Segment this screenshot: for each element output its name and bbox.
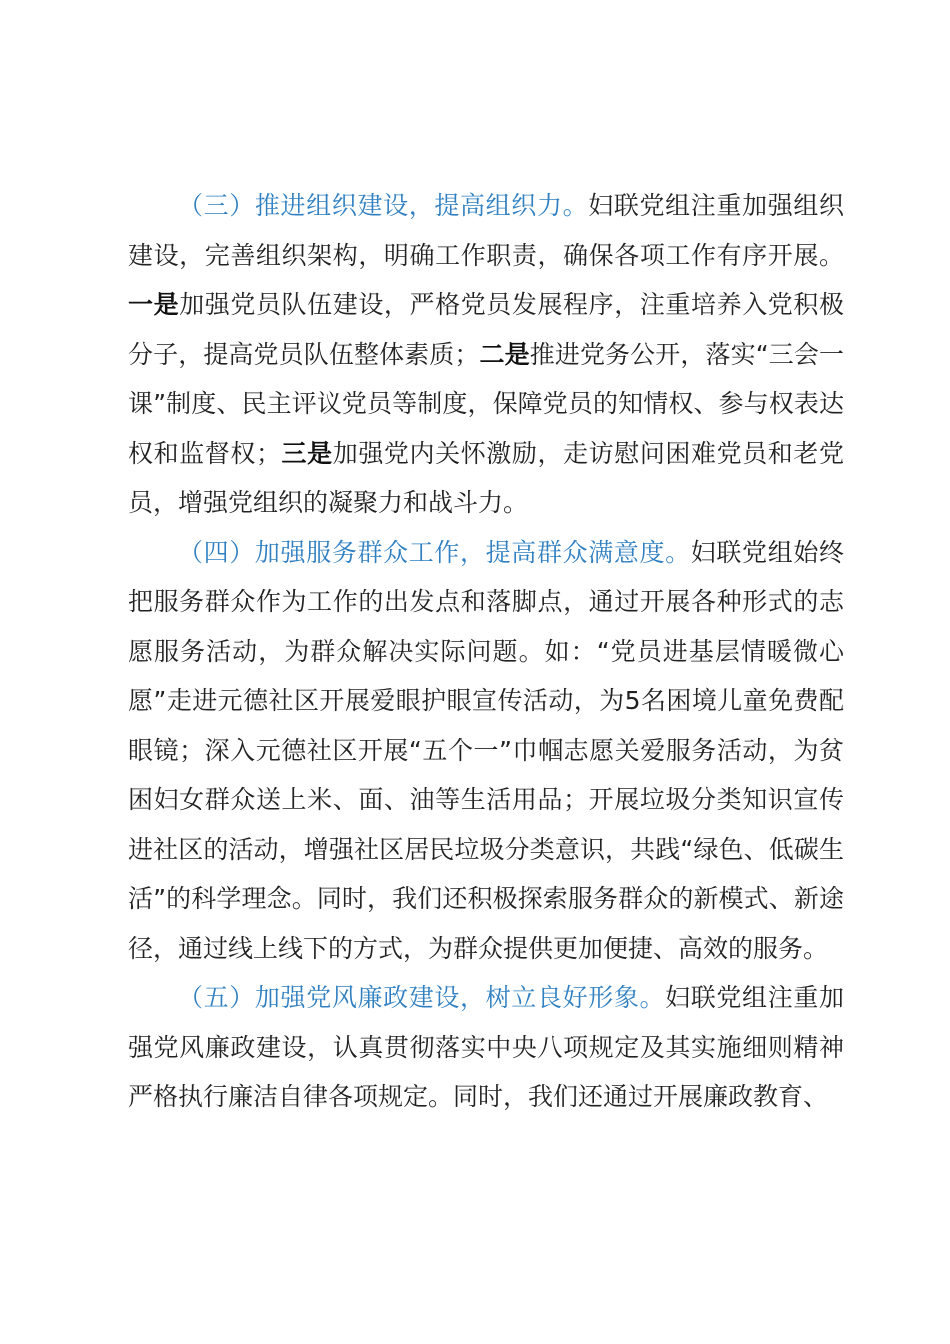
body-text: 妇联党组始终把服务群众作为工作的出发点和落脚点，通过开展各种形式的志愿服务活动，为群众解决实际问题。如：“党员进基层情暖微心愿”走进元德社区开展爱眼护眼宣传活动，为5名困境儿童免费配眼镜；深入元德社区开展“五个一”巾帼志愿关爱服务活动，为贫困妇女群众送上米、面、油等生活用品；开展垃圾分类知识宣传进社区的活动，增强社区居民垃圾分类意识，共践“绿色、低碳生活”的科学理念。同时，我们还积极探索服务群众的新模式、新途径，通过线上线下的方式，为群众提供更加便捷、高效的服务。 <box>128 537 844 963</box>
body-text: 加强党员队伍建设，严格党员发展程序，注重培养入党积极分子，提高党员队伍整体素质； <box>128 290 844 369</box>
section-heading: （三）推进组织建设，提高组织力。 <box>178 191 589 220</box>
section-five-paragraph <box>128 973 844 1122</box>
document-body <box>128 181 844 1122</box>
lead-marker: 二是 <box>479 339 530 369</box>
lead-marker: 三是 <box>280 438 333 468</box>
section-heading: （五）加强党风廉政建设，树立良好形象。 <box>178 983 666 1012</box>
section-heading: （四）加强服务群众工作，提高群众满意度。 <box>178 537 691 567</box>
body-text: 妇联党组注重加强党风廉政建设，认真贯彻落实中央八项规定及其实施细则精神严格执行廉洁自律各项规定。同时，我们还通过开展廉政教育、 <box>128 983 844 1111</box>
section-three-paragraph <box>128 181 844 528</box>
body-text: 妇联党组注重加强组织建设，完善组织架构，明确工作职责，确保各项工作有序开展。 <box>128 191 844 270</box>
body-text: 加强党内关怀激励，走访慰问困难党员和老党员，增强党组织的凝聚力和战斗力。 <box>128 438 844 517</box>
section-four-paragraph <box>128 528 844 974</box>
body-text: 推进党务公开，落实“三会一课”制度、民主评议党员等制度，保障党员的知情权、参与权表达权和监督权； <box>128 339 844 468</box>
lead-marker: 一是 <box>128 290 180 319</box>
